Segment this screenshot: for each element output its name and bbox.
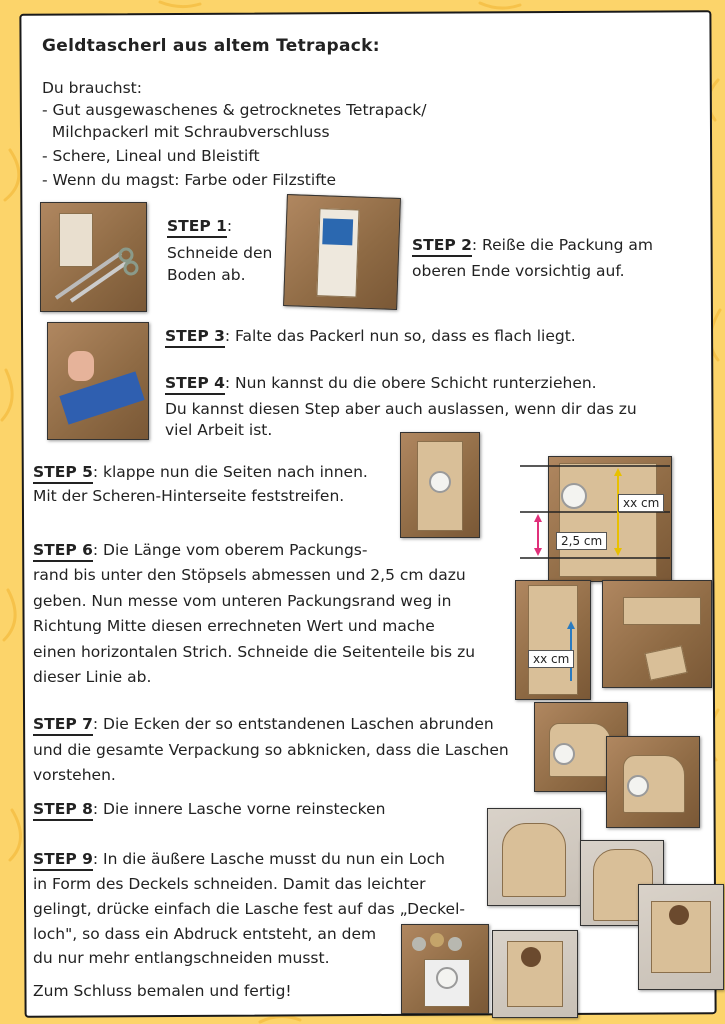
step6-label: STEP 6 [33,541,93,562]
step6-photo-1 [515,580,591,700]
xx-cm-label-2: xx cm [528,650,574,668]
step3-text: : Falte das Packerl nun so, dass es flach liegt. [224,327,576,345]
step7-line-1: und die gesamte Verpackung so abknicken, dass die Laschen [33,741,509,759]
step8-text: : Die innere Lasche vorne reinstecken [92,800,386,818]
scissors-icon [51,243,141,303]
offset-label: 2,5 cm [556,532,607,550]
step9-line-3: loch", so dass ein Abdruck entsteht, an dem [33,925,377,943]
materials-item-3: - Wenn du magst: Farbe oder Filzstifte [42,171,336,189]
step6-line-5: dieser Linie ab. [33,668,152,686]
step5-line-2: Mit der Scheren-Hinterseite feststreifen. [33,487,345,505]
step6-photo-2 [602,580,712,688]
materials-item-1: - Gut ausgewaschenes & getrocknetes Tetrapack/ [42,101,427,119]
page-title: Geldtascherl aus altem Tetrapack: [42,36,380,56]
step9-photo-3 [638,884,724,990]
step7-text: : Die Ecken der so entstandenen Laschen abrunden [92,715,494,733]
step4-text: : Nun kannst du die obere Schicht runterziehen. [224,374,597,392]
step7-label: STEP 7 [33,715,93,736]
step9-photo-4 [401,924,489,1014]
step5-label: STEP 5 [33,463,93,484]
step6-line-2: geben. Nun messe vom unteren Packungsrand weg in [33,592,452,610]
step5-photo [400,432,480,538]
xx-cm-label: xx cm [618,494,664,512]
step1-photo [40,202,147,312]
step8-label: STEP 8 [33,800,93,821]
closing-text: Zum Schluss bemalen und fertig! [33,982,292,1000]
step6-line-3: Richtung Mitte diesen errechneten Wert und mache [33,617,435,635]
materials-heading: Du brauchst: [42,79,142,97]
step5-text: : klappe nun die Seiten nach innen. [92,463,368,481]
step4-label: STEP 4 [165,374,225,395]
step6-line-1: rand bis unter den Stöpsels abmessen und 2,5 cm dazu [33,566,466,584]
step1-line-2: Boden ab. [167,266,246,284]
step9-label: STEP 9 [33,850,93,871]
measurement-arrows [520,456,680,586]
step6-line-4: einen horizontalen Strich. Schneide die Seitenteile bis zu [33,643,476,661]
materials-item-2: - Schere, Lineal und Bleistift [42,147,260,165]
step1-label: STEP 1 [167,217,227,238]
step9-photo-1 [487,808,581,906]
step2-line-2: oberen Ende vorsichtig auf. [412,262,625,280]
step9-line-1: in Form des Deckels schneiden. Damit das leichter [33,875,426,893]
step9-line-2: gelingt, drücke einfach die Lasche fest auf das „Deckel- [33,900,465,918]
step2-photo [283,194,401,310]
step2-label: STEP 2 [412,236,472,257]
step1-line-1: Schneide den [167,244,273,262]
step3-label: STEP 3 [165,327,225,348]
step7-line-2: vorstehen. [33,766,116,784]
step3-photo [47,322,149,440]
step9-photo-5 [492,930,578,1018]
step4-line-1: Du kannst diesen Step aber auch auslassen, wenn dir das zu [165,400,637,418]
step4-line-2: viel Arbeit ist. [165,421,273,439]
step7-photo-2 [606,736,700,828]
step9-line-4: du nur mehr entlangschneiden musst. [33,949,330,967]
materials-item-1b: Milchpackerl mit Schraubverschluss [42,123,330,141]
step9-text: : In die äußere Lasche musst du nun ein Loch [92,850,445,868]
step6-text: : Die Länge vom oberem Packungs- [92,541,368,559]
step2-text: : Reiße die Packung am [471,236,653,254]
